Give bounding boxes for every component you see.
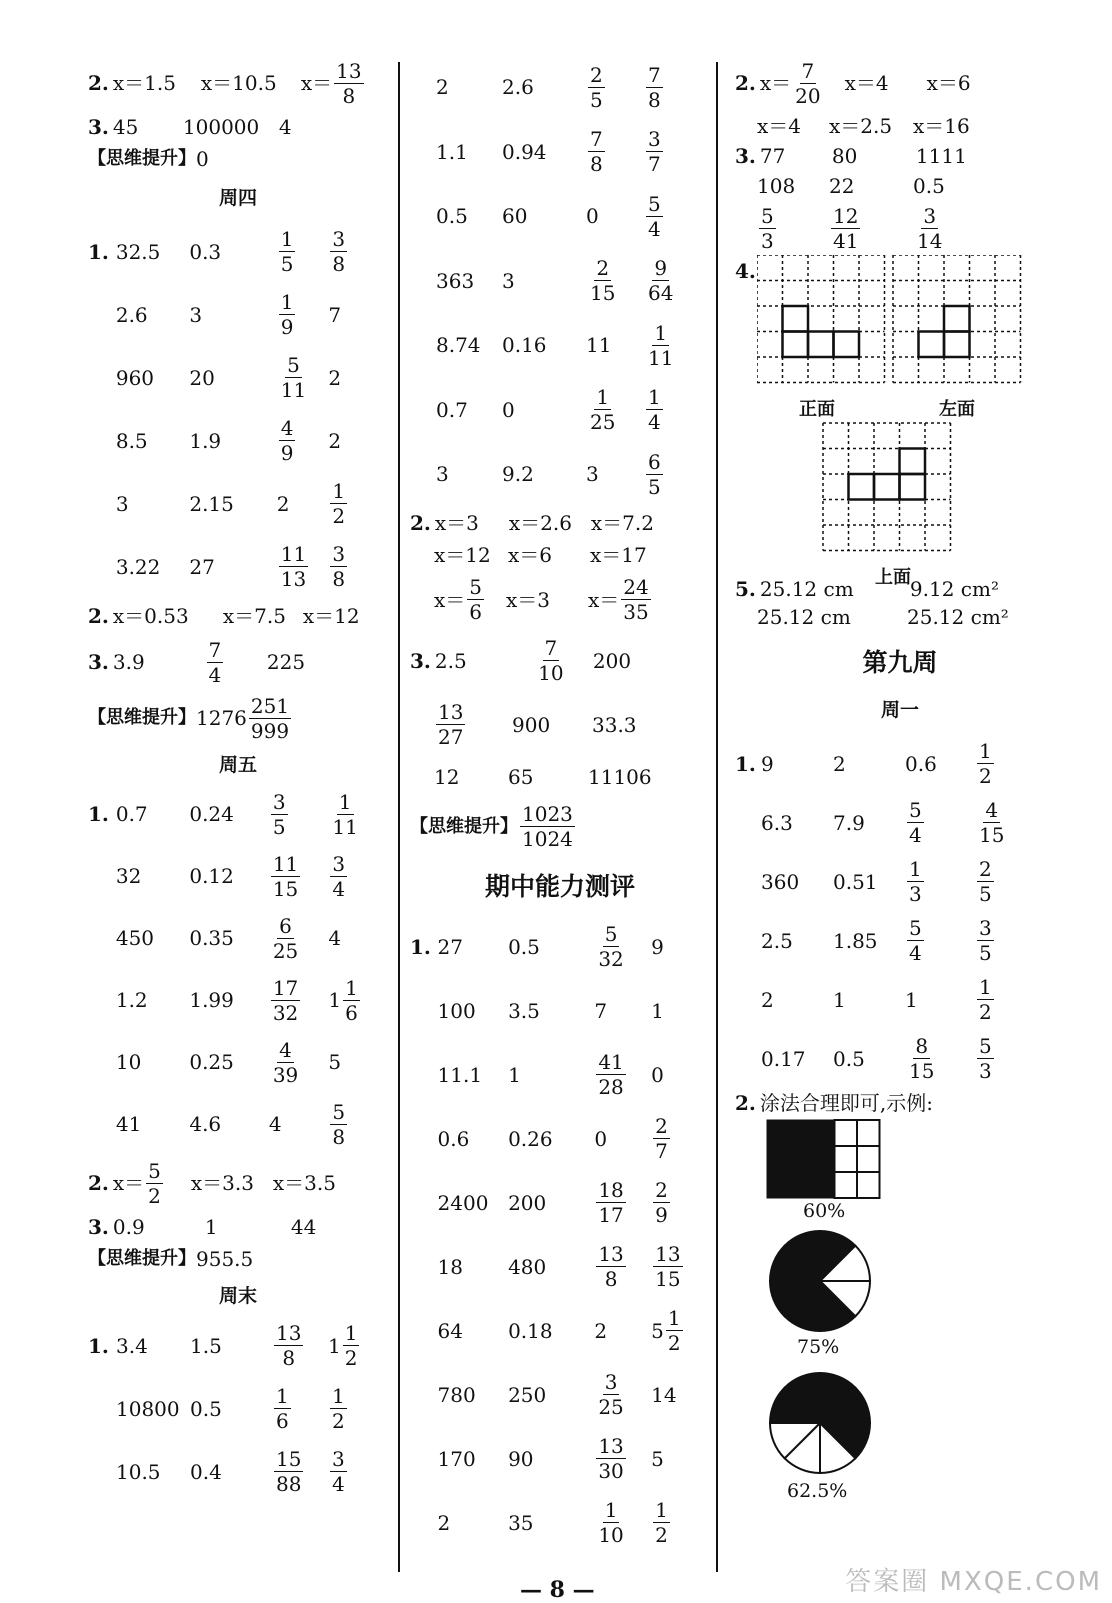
fraction: $\frac{13}{8}$ bbox=[598, 1242, 624, 1291]
table-row: 1.2 1.99 $\frac{17}{32}$ 1 $\frac{1}{6}$ bbox=[115, 975, 358, 1025]
answer-line: 3. 77 80 1111 bbox=[735, 144, 967, 168]
answer-line: 12 65 11106 bbox=[434, 764, 652, 789]
fraction: $\frac{5}{3}$ bbox=[979, 1034, 992, 1083]
fraction: $\frac{2}{9}$ bbox=[655, 1178, 668, 1227]
think-line: 【思维提升】 $\frac{1023}{1024}$ bbox=[410, 802, 573, 851]
fraction: $\frac{5}{32}$ bbox=[598, 922, 624, 971]
fraction: $\frac{41}{28}$ bbox=[598, 1050, 624, 1099]
table-row: 3 9.2 3 $\frac{6}{5}$ bbox=[436, 449, 661, 499]
table-row: 1. 32.5 0.3 $\frac{1}{5}$ $\frac{3}{8}$ bbox=[88, 227, 346, 276]
section-title: 周一 bbox=[880, 699, 919, 721]
table-row: 10800 0.5 $\frac{1}{6}$ $\frac{1}{2}$ bbox=[116, 1384, 345, 1433]
fraction: $\frac{1}{6}$ bbox=[276, 1384, 289, 1433]
table-row: 0.6 0.26 0 $\frac{2}{7}$ bbox=[437, 1114, 668, 1163]
table-row: 2 35 $\frac{1}{10}$ $\frac{1}{2}$ bbox=[437, 1498, 668, 1547]
fraction: $\frac{5}{8}$ bbox=[332, 1099, 346, 1149]
table-row: 1. 27 0.5 $\frac{5}{32}$ 9 bbox=[410, 922, 664, 971]
column-2 bbox=[410, 55, 710, 1555]
shading-cell bbox=[857, 1146, 880, 1172]
answer-table bbox=[88, 220, 388, 598]
answer-line: 108 22 0.5 bbox=[757, 174, 945, 198]
fraction: $\frac{6}{25}$ bbox=[272, 913, 299, 963]
page-number: — 8 — bbox=[520, 1577, 595, 1603]
shading-cell bbox=[857, 1120, 880, 1146]
section-title: 第九周 bbox=[862, 648, 938, 677]
section-title: 周末 bbox=[218, 1285, 257, 1307]
fraction: $\frac{1}{5}$ bbox=[280, 227, 294, 276]
fraction: $\frac{3}{4}$ bbox=[332, 1447, 345, 1496]
answer-line: x＝ $\frac{5}{6}$ x＝3 x＝ $\frac{24}{35}$ bbox=[434, 575, 649, 624]
view-cell bbox=[834, 332, 860, 358]
table-row: 1. 0.7 0.24 $\frac{3}{5}$ $\frac{1}{11}$ bbox=[88, 789, 358, 839]
shading-cell bbox=[790, 1172, 813, 1198]
answer-line: $\frac{13}{27}$ 900 33.3 bbox=[438, 700, 637, 749]
fraction: $\frac{13}{8}$ bbox=[336, 58, 362, 108]
fraction: $\frac{15}{88}$ bbox=[276, 1447, 302, 1496]
table-row: 8.5 1.9 $\frac{4}{9}$ 2 bbox=[115, 416, 342, 465]
table-row: 360 0.51 $\frac{1}{3}$ $\frac{2}{5}$ bbox=[761, 857, 992, 906]
fraction: $\frac{2}{7}$ bbox=[655, 1114, 668, 1163]
answer-line: $\frac{5}{3}$ $\frac{12}{41}$ $\frac{3}{14}$ bbox=[761, 203, 943, 253]
think-line: 【思维提升】 955.5 bbox=[88, 1247, 254, 1271]
fraction: $\frac{9}{64}$ bbox=[648, 256, 674, 306]
fraction: $\frac{3}{5}$ bbox=[272, 789, 286, 839]
table-row: 8.74 0.16 11 $\frac{1}{11}$ bbox=[436, 320, 674, 370]
fraction: $\frac{1}{2}$ bbox=[344, 1321, 358, 1370]
fraction: $\frac{2}{5}$ bbox=[979, 857, 992, 906]
fraction: $\frac{1}{3}$ bbox=[909, 857, 922, 906]
fraction: $\frac{17}{32}$ bbox=[272, 975, 299, 1025]
shading-cell bbox=[767, 1120, 790, 1146]
fraction: $\frac{3}{8}$ bbox=[332, 227, 346, 276]
column-divider bbox=[398, 62, 400, 1572]
answer-line: 3. 45 100000 4 bbox=[88, 115, 292, 139]
circle-shading-figure bbox=[765, 1226, 875, 1336]
shading-cell bbox=[835, 1120, 858, 1146]
table-row: 960 20 $\frac{5}{11}$ 2 bbox=[115, 353, 342, 402]
answer-line: 2. x＝0.53 x＝7.5 x＝12 bbox=[88, 604, 360, 628]
fraction: $\frac{1}{9}$ bbox=[280, 290, 294, 339]
fraction: $\frac{7}{8}$ bbox=[648, 62, 661, 112]
view-cell bbox=[783, 332, 809, 358]
percent-label: 62.5% bbox=[787, 1480, 848, 1502]
table-row: 0.7 0 $\frac{1}{25}$ $\frac{1}{4}$ bbox=[436, 385, 661, 435]
fraction: $\frac{13}{15}$ bbox=[655, 1242, 681, 1291]
section-title: 期中能力测评 bbox=[484, 871, 635, 901]
answer-line: 2. x＝3 x＝2.6 x＝7.2 bbox=[410, 510, 654, 535]
fraction: $\frac{1}{2}$ bbox=[667, 1306, 681, 1355]
view-cell bbox=[900, 449, 926, 475]
view-cell bbox=[783, 306, 809, 332]
table-row: 363 3 $\frac{2}{15}$ $\frac{9}{64}$ bbox=[436, 256, 674, 306]
table-row: 1. 3.4 1.5 $\frac{13}{8}$ 1 $\frac{1}{2}$ bbox=[88, 1321, 358, 1370]
answer-line: 3. 3.9 $\frac{7}{4}$ 225 bbox=[88, 637, 306, 687]
fraction: $\frac{3}{25}$ bbox=[598, 1370, 624, 1419]
section-title: 周五 bbox=[218, 754, 257, 776]
fraction: $\frac{1}{2}$ bbox=[332, 1384, 345, 1433]
view-label: 上面 bbox=[875, 567, 911, 588]
fraction: $\frac{5}{4}$ bbox=[909, 798, 922, 847]
table-row: 0.5 60 0 $\frac{5}{4}$ bbox=[436, 191, 661, 241]
fraction: $\frac{1}{2}$ bbox=[979, 739, 992, 788]
fraction: $\frac{3}{4}$ bbox=[332, 851, 346, 901]
section-title: 周四 bbox=[218, 187, 257, 209]
fraction: $\frac{11}{15}$ bbox=[272, 851, 299, 901]
answer-line: 2. x＝ $\frac{7}{20}$ x＝4 x＝6 bbox=[735, 58, 971, 108]
table-row: 780 250 $\frac{3}{25}$ 14 bbox=[437, 1370, 677, 1419]
table-row: 100 3.5 7 1 bbox=[437, 998, 664, 1023]
fraction: $\frac{1}{4}$ bbox=[648, 385, 661, 435]
fraction: $\frac{1}{11}$ bbox=[332, 789, 358, 839]
percent-label: 60% bbox=[803, 1200, 846, 1222]
think-line: 【思维提升】 0 bbox=[88, 147, 209, 171]
answer-line: 2. 涂法合理即可,示例: bbox=[735, 1091, 933, 1115]
answer-line: 5. 25.12 cm 9.12 cm² bbox=[735, 577, 999, 601]
answer-table bbox=[88, 1314, 388, 1503]
view-label: 正面 bbox=[799, 399, 835, 420]
shading-cell bbox=[812, 1120, 835, 1146]
fraction: $\frac{3}{5}$ bbox=[979, 916, 992, 965]
fraction: $\frac{3}{8}$ bbox=[332, 542, 346, 591]
fraction: $\frac{4}{15}$ bbox=[979, 798, 1005, 847]
table-row: 10.5 0.4 $\frac{15}{88}$ $\frac{3}{4}$ bbox=[116, 1447, 345, 1496]
fraction: $\frac{3}{7}$ bbox=[648, 127, 661, 177]
percent-label: 75% bbox=[797, 1336, 840, 1358]
shading-cell bbox=[835, 1172, 858, 1198]
answer-table bbox=[410, 915, 710, 1555]
fraction: $\frac{2}{5}$ bbox=[590, 62, 603, 112]
answer-line: x＝4 x＝2.5 x＝16 bbox=[757, 114, 970, 138]
fraction: $\frac{13}{30}$ bbox=[598, 1434, 624, 1483]
fraction: $\frac{7}{8}$ bbox=[590, 127, 603, 177]
fraction: $\frac{1}{25}$ bbox=[590, 385, 616, 435]
answer-line: 2. x＝ $\frac{5}{2}$ x＝3.3 x＝3.5 bbox=[88, 1158, 336, 1208]
view-label: 左面 bbox=[939, 399, 975, 420]
answer-line: x＝12 x＝6 x＝17 bbox=[434, 542, 647, 567]
table-row: 450 0.35 $\frac{6}{25}$ 4 bbox=[115, 913, 342, 963]
table-row: 18 480 $\frac{13}{8}$ $\frac{13}{15}$ bbox=[437, 1242, 681, 1291]
fraction: $\frac{4}{39}$ bbox=[272, 1037, 299, 1087]
shading-cell bbox=[790, 1146, 813, 1172]
table-row: 32 0.12 $\frac{11}{15}$ $\frac{3}{4}$ bbox=[115, 851, 346, 901]
view-cell bbox=[900, 474, 926, 500]
fraction: $\frac{18}{17}$ bbox=[598, 1178, 624, 1227]
table-row: 1.1 0.94 $\frac{7}{8}$ $\frac{3}{7}$ bbox=[436, 127, 661, 177]
fraction: $\frac{5}{4}$ bbox=[909, 916, 922, 965]
view-cell bbox=[874, 474, 900, 500]
answer-table bbox=[410, 55, 710, 507]
answer-line: 25.12 cm 25.12 cm² bbox=[757, 605, 1009, 629]
table-row: 10 0.25 $\frac{4}{39}$ 5 bbox=[115, 1037, 342, 1087]
answer-table bbox=[88, 783, 388, 1155]
table-row: 2.5 1.85 $\frac{5}{4}$ $\frac{3}{5}$ bbox=[761, 916, 992, 965]
fraction: $\frac{5}{4}$ bbox=[648, 191, 661, 241]
fraction: $\frac{8}{15}$ bbox=[909, 1034, 935, 1083]
shading-cell bbox=[812, 1146, 835, 1172]
view-cell bbox=[808, 332, 834, 358]
fraction: $\frac{5}{11}$ bbox=[280, 353, 307, 402]
fraction: $\frac{1}{2}$ bbox=[979, 975, 992, 1024]
fraction: $\frac{1}{11}$ bbox=[648, 320, 674, 370]
table-row: 6.3 7.9 $\frac{5}{4}$ $\frac{4}{15}$ bbox=[761, 798, 1005, 847]
table-row: 64 0.18 2 5 $\frac{1}{2}$ bbox=[437, 1306, 681, 1355]
fraction: $\frac{1}{6}$ bbox=[345, 975, 358, 1025]
table-row: 2 1 1 $\frac{1}{2}$ bbox=[761, 975, 992, 1024]
view-cell bbox=[919, 332, 945, 358]
view-diagrams: 4. 正面 左面 上面 bbox=[735, 255, 1065, 575]
table-row: 1. 9 2 0.6 $\frac{1}{2}$ bbox=[735, 739, 992, 788]
fraction: $\frac{1}{2}$ bbox=[655, 1498, 668, 1547]
shading-cell bbox=[767, 1172, 790, 1198]
fraction: $\frac{1}{10}$ bbox=[598, 1498, 624, 1547]
shading-examples bbox=[735, 1118, 1065, 1518]
shading-cell bbox=[812, 1172, 835, 1198]
answer-line: 2. x＝1.5 x＝10.5 x＝ $\frac{13}{8}$ bbox=[88, 58, 362, 108]
fraction: $\frac{6}{5}$ bbox=[648, 449, 661, 499]
column-3 bbox=[735, 55, 1065, 1518]
table-row: 2.6 3 $\frac{1}{9}$ 7 bbox=[115, 290, 342, 339]
fraction: $\frac{11}{13}$ bbox=[280, 542, 307, 591]
circle-shading-figure bbox=[765, 1368, 875, 1478]
shading-cell bbox=[857, 1172, 880, 1198]
column-1 bbox=[88, 55, 388, 1503]
table-row: 2 2.6 $\frac{2}{5}$ $\frac{7}{8}$ bbox=[436, 62, 661, 112]
fraction: $\frac{4}{9}$ bbox=[280, 416, 294, 465]
think-line: 【思维提升】 1276 $\frac{251}{999}$ bbox=[88, 693, 290, 743]
fraction: $\frac{13}{8}$ bbox=[276, 1321, 302, 1370]
shading-cell bbox=[767, 1146, 790, 1172]
answer-line: 3. 0.9 1 44 bbox=[88, 1215, 317, 1239]
fraction: $\frac{2}{15}$ bbox=[590, 256, 616, 306]
table-row: 3 2.15 2 $\frac{1}{2}$ bbox=[115, 479, 346, 528]
table-row: 11.1 1 $\frac{41}{28}$ 0 bbox=[437, 1050, 664, 1099]
answer-line: 3. 2.5 $\frac{7}{10}$ 200 bbox=[410, 636, 632, 685]
column-divider bbox=[716, 62, 718, 1572]
table-row: 170 90 $\frac{13}{30}$ 5 bbox=[437, 1434, 664, 1483]
table-row: 2400 200 $\frac{18}{17}$ $\frac{2}{9}$ bbox=[437, 1178, 668, 1227]
answer-table bbox=[735, 734, 1065, 1088]
shading-cell bbox=[835, 1146, 858, 1172]
view-cell bbox=[849, 474, 875, 500]
view-cell bbox=[944, 332, 970, 358]
table-row: 41 4.6 4 $\frac{5}{8}$ bbox=[115, 1099, 346, 1149]
view-cell bbox=[944, 306, 970, 332]
table-row: 0.17 0.5 $\frac{8}{15}$ $\frac{5}{3}$ bbox=[761, 1034, 992, 1083]
fraction: $\frac{1}{2}$ bbox=[332, 479, 346, 528]
table-row: 3.22 27 $\frac{11}{13}$ $\frac{3}{8}$ bbox=[115, 542, 346, 591]
shading-cell bbox=[790, 1120, 813, 1146]
watermark: 答案圈 MXQE.COM bbox=[845, 1567, 1102, 1597]
